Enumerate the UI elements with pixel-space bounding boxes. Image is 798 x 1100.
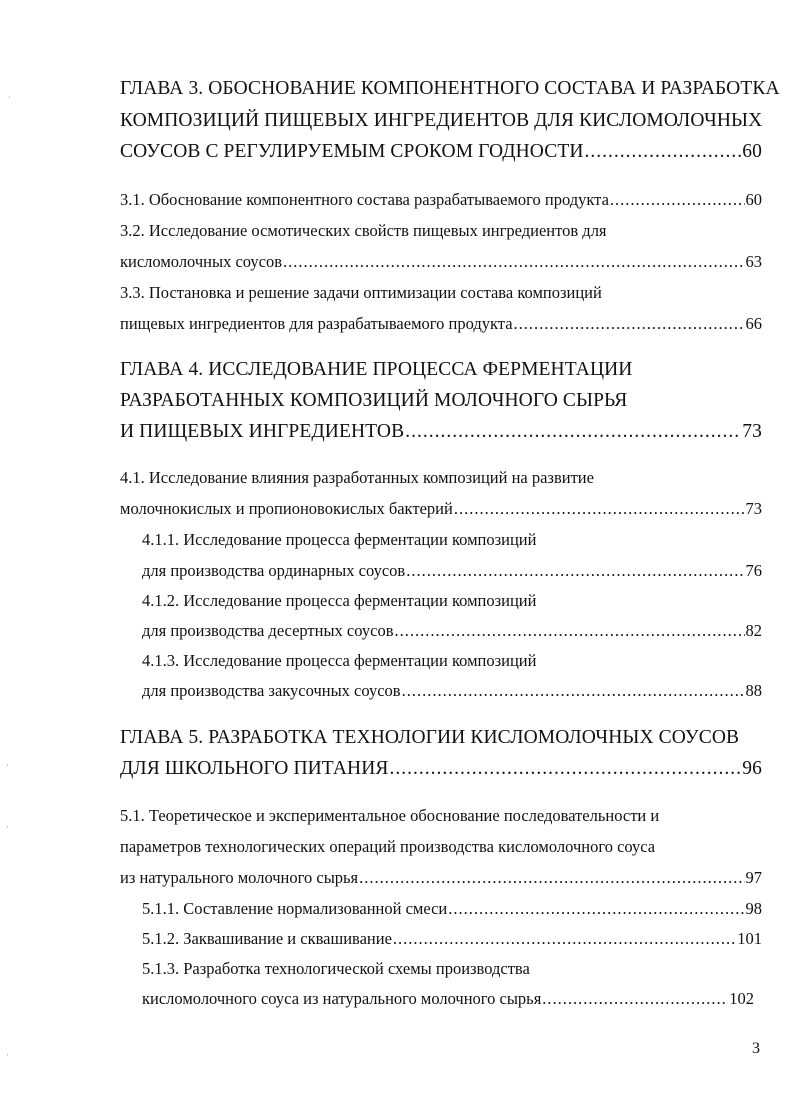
section-3-3-line-1: 3.3. Постановка и решение задачи оптимизации состава композиций [120,283,602,302]
section-4-1-1-page: 76 [745,561,762,580]
section-4-1-2-page: 82 [745,621,762,640]
chapter-4-line-2: РАЗРАБОТАННЫХ КОМПОЗИЦИЙ МОЛОЧНОГО СЫРЬЯ [120,390,628,411]
section-5-1-1-entry [142,899,762,919]
section-3-2-page: 63 [745,252,762,271]
section-4-1-2-title-end: для производства десертных соусов [142,621,394,640]
section-4-1-1-title-end: для производства ординарных соусов [142,561,406,580]
chapter-3-title-end: СОУСОВ С РЕГУЛИРУЕМЫМ СРОКОМ ГОДНОСТИ [120,141,584,162]
section-5-1-entry [120,868,762,888]
dot-leader [402,681,745,701]
dot-leader [454,499,745,519]
scan-mark: · [6,1050,9,1060]
section-3-2-entry [120,252,762,272]
section-4-1-2-entry [142,621,762,641]
dot-leader [542,989,728,1009]
section-4-1-page: 73 [745,499,762,518]
dot-leader [406,561,744,581]
section-4-1-1-line-1: 4.1.1. Исследование процесса ферментации композиций [142,530,537,549]
dot-leader [585,141,742,163]
chapter-3-entry [120,141,762,163]
section-3-1-entry [120,190,762,210]
section-5-1-3-line-1: 5.1.3. Разработка технологической схемы производства [142,959,530,978]
chapter-3-line-2: КОМПОЗИЦИЙ ПИЩЕВЫХ ИНГРЕДИЕНТОВ ДЛЯ КИСЛОМОЛОЧНЫХ [120,110,763,131]
chapter-5-entry [120,758,762,780]
chapter-4-title-end: И ПИЩЕВЫХ ИНГРЕДИЕНТОВ [120,421,405,442]
section-3-1-page: 60 [745,190,762,209]
dot-leader [448,899,744,919]
dot-leader [405,421,741,443]
chapter-5-line-1: ГЛАВА 5. РАЗРАБОТКА ТЕХНОЛОГИИ КИСЛОМОЛОЧНЫХ СОУСОВ [120,727,740,748]
section-5-1-1-title: 5.1.1. Составление нормализованной смеси [142,899,448,918]
dot-leader [393,929,736,949]
section-5-1-3-page: 102 [729,989,754,1008]
section-5-1-2-page: 101 [737,929,762,948]
dot-leader [283,252,744,272]
dot-leader [514,314,745,334]
section-5-1-title-end: из натурального молочного сырья [120,868,359,887]
section-5-1-3-entry [142,989,754,1009]
scan-mark: · [8,92,11,102]
chapter-4-line-1: ГЛАВА 4. ИССЛЕДОВАНИЕ ПРОЦЕССА ФЕРМЕНТАЦИИ [120,359,633,380]
section-3-3-title-end: пищевых ингредиентов для разрабатываемого продукта [120,314,513,333]
section-4-1-1-entry [142,561,762,581]
section-5-1-line-1: 5.1. Теоретическое и экспериментальное обоснование последовательности и [120,806,660,825]
chapter-5-page: 96 [742,758,762,779]
dot-leader [390,758,742,780]
section-3-1-title: 3.1. Обоснование компонентного состава разрабатываемого продукта [120,190,609,209]
chapter-3-page: 60 [742,141,762,162]
section-5-1-page: 97 [745,868,762,887]
scan-mark: · [6,822,9,832]
section-5-1-line-2: параметров технологических операций производства кисломолочного соуса [120,837,656,856]
section-3-2-title-end: кисломолочных соусов [120,252,283,271]
section-3-2-line-1: 3.2. Исследование осмотических свойств пищевых ингредиентов для [120,221,607,240]
section-5-1-2-entry [142,929,762,949]
chapter-5-title-end: ДЛЯ ШКОЛЬНОГО ПИТАНИЯ [120,758,389,779]
scan-mark: · [6,760,9,770]
section-4-1-title-end: молочнокислых и пропионовокислых бактерий [120,499,453,518]
chapter-4-page: 73 [742,421,762,442]
section-4-1-entry [120,499,762,519]
section-5-1-1-page: 98 [745,899,762,918]
section-4-1-line-1: 4.1. Исследование влияния разработанных композиций на развитие [120,468,594,487]
section-4-1-2-line-1: 4.1.2. Исследование процесса ферментации композиций [142,591,537,610]
section-3-3-page: 66 [745,314,762,333]
page-number: 3 [752,1040,760,1057]
section-5-1-3-title-end: кисломолочного соуса из натурального молочного сырья [142,989,542,1008]
dot-leader [395,621,745,641]
chapter-3-line-1: ГЛАВА 3. ОБОСНОВАНИЕ КОМПОНЕНТНОГО СОСТАВА И РАЗРАБОТКА [120,78,780,99]
chapter-4-entry [120,421,762,443]
dot-leader [359,868,744,888]
section-4-1-3-line-1: 4.1.3. Исследование процесса ферментации композиций [142,651,537,670]
section-3-3-entry [120,314,762,334]
section-4-1-3-title-end: для производства закусочных соусов [142,681,401,700]
dot-leader [610,190,745,210]
section-4-1-3-entry [142,681,762,701]
section-4-1-3-page: 88 [745,681,762,700]
section-5-1-2-title: 5.1.2. Заквашивание и сквашивание [142,929,392,948]
